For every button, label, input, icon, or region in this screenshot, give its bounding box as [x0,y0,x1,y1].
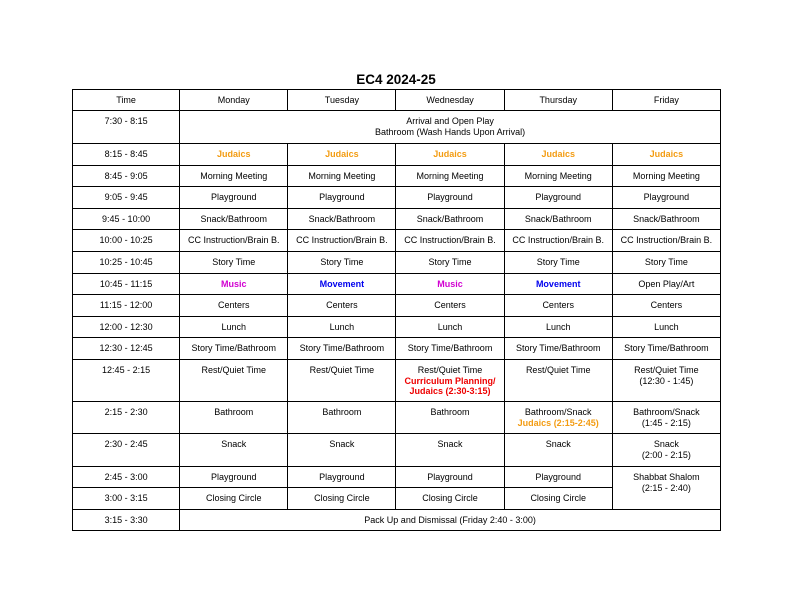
activity-cell: Playground [180,467,288,488]
time-cell: 8:45 - 9:05 [73,166,180,187]
activity-cell: Snack/Bathroom [180,209,288,230]
activity-cell: Centers [180,295,288,317]
activity-cell: CC Instruction/Brain B. [180,230,288,252]
table-row [73,144,721,166]
activity-cell: Bathroom [180,402,288,434]
activity-cell: Story Time [612,252,720,274]
time-cell: 2:45 - 3:00 [73,467,180,488]
merged-cell: Pack Up and Dismissal (Friday 2:40 - 3:00) [180,510,721,531]
activity-cell: Story Time/Bathroom [612,338,720,360]
activity-cell: Morning Meeting [288,166,396,187]
activity-cell: CC Instruction/Brain B. [612,230,720,252]
merged-cell: Arrival and Open Play Bathroom (Wash Hands Upon Arrival) [180,111,721,144]
time-cell: 12:30 - 12:45 [73,338,180,360]
table-row [73,274,721,295]
activity-cell: Story Time [180,252,288,274]
activity-cell: Morning Meeting [396,166,504,187]
activity-cell: Snack/Bathroom [612,209,720,230]
activity-cell: Story Time [396,252,504,274]
activity-cell: Story Time [504,252,612,274]
activity-cell: Snack/Bathroom [504,209,612,230]
activity-cell: Bathroom/Snack Judaics (2:15-2:45) [504,402,612,434]
page-title: EC4 2024-25 [356,72,436,87]
time-cell: 3:00 - 3:15 [73,488,180,510]
header-monday: Monday [180,90,288,111]
activity-cell: Closing Circle [396,488,504,510]
activity-cell: Centers [612,295,720,317]
activity-cell: Playground [396,467,504,488]
time-cell: 8:15 - 8:45 [73,144,180,166]
activity-cell: CC Instruction/Brain B. [288,230,396,252]
activity-cell: Judaics [180,144,288,166]
activity-cell: Rest/Quiet Time Curriculum Planning/ Judaics (2:30-3:15) [396,360,504,402]
activity-cell: Snack [288,434,396,467]
activity-cell: Rest/Quiet Time [504,360,612,402]
activity-cell: Rest/Quiet Time (12:30 - 1:45) [612,360,720,402]
activity-cell: Playground [288,467,396,488]
time-cell: 10:45 - 11:15 [73,274,180,295]
activity-cell: Playground [180,187,288,209]
activity-cell: Closing Circle [504,488,612,510]
activity-cell: Lunch [180,317,288,338]
activity-cell: Bathroom [396,402,504,434]
activity-cell: Rest/Quiet Time [180,360,288,402]
table-row [73,252,721,274]
activity-cell: Closing Circle [180,488,288,510]
time-cell: 10:25 - 10:45 [73,252,180,274]
activity-cell: Judaics [612,144,720,166]
activity-cell: Story Time [288,252,396,274]
activity-cell: Judaics [288,144,396,166]
table-row [73,317,721,338]
time-cell: 11:15 - 12:00 [73,295,180,317]
activity-cell: Open Play/Art [612,274,720,295]
table-row [73,360,721,402]
time-cell: 10:00 - 10:25 [73,230,180,252]
time-cell: 7:30 - 8:15 [73,111,180,144]
table-row [73,230,721,252]
judaics-note: Judaics (2:15-2:45) [517,417,599,428]
activity-cell: Music [396,274,504,295]
header-wednesday: Wednesday [396,90,504,111]
activity-cell: Movement [288,274,396,295]
activity-cell: Closing Circle [288,488,396,510]
activity-cell: Lunch [612,317,720,338]
time-cell: 12:00 - 12:30 [73,317,180,338]
time-cell: 3:15 - 3:30 [73,510,180,531]
activity-cell: Centers [504,295,612,317]
table-row [73,510,721,531]
activity-cell: Playground [504,467,612,488]
activity-cell: Morning Meeting [504,166,612,187]
activity-cell: Snack [180,434,288,467]
table-row [73,111,721,144]
time-cell: 2:30 - 2:45 [73,434,180,467]
header-row [73,90,721,111]
table-row [73,295,721,317]
header-friday: Friday [612,90,720,111]
activity-cell: Snack/Bathroom [288,209,396,230]
activity-cell: Story Time/Bathroom [180,338,288,360]
activity-cell: Snack (2:00 - 2:15) [612,434,720,467]
activity-cell: Centers [396,295,504,317]
activity-cell: Playground [396,187,504,209]
activity-cell: CC Instruction/Brain B. [504,230,612,252]
time-cell: 9:05 - 9:45 [73,187,180,209]
activity-cell: Playground [612,187,720,209]
schedule-table [72,89,721,531]
header-thursday: Thursday [504,90,612,111]
activity-cell: Music [180,274,288,295]
time-cell: 2:15 - 2:30 [73,402,180,434]
activity-cell: Lunch [396,317,504,338]
activity-cell: Judaics [504,144,612,166]
activity-cell: Shabbat Shalom (2:15 - 2:40) [612,467,720,510]
activity-cell: Playground [288,187,396,209]
table-row [73,434,721,467]
table-row [73,166,721,187]
header-time: Time [73,90,180,111]
activity-cell: Bathroom [288,402,396,434]
activity-cell: Snack [504,434,612,467]
activity-cell: Morning Meeting [180,166,288,187]
table-row [73,209,721,230]
curriculum-planning-note: Curriculum Planning/ [404,375,496,386]
activity-cell: Story Time/Bathroom [396,338,504,360]
time-cell: 12:45 - 2:15 [73,360,180,402]
activity-cell: Playground [504,187,612,209]
activity-cell: CC Instruction/Brain B. [396,230,504,252]
curriculum-planning-time: Judaics (2:30-3:15) [409,386,491,396]
activity-cell: Lunch [288,317,396,338]
header-tuesday: Tuesday [288,90,396,111]
activity-cell: Snack/Bathroom [396,209,504,230]
activity-cell: Lunch [504,317,612,338]
activity-cell: Story Time/Bathroom [288,338,396,360]
table-row [73,338,721,360]
activity-cell: Snack [396,434,504,467]
time-cell: 9:45 - 10:00 [73,209,180,230]
activity-cell: Story Time/Bathroom [504,338,612,360]
activity-cell: Movement [504,274,612,295]
table-row [73,402,721,434]
activity-cell: Judaics [396,144,504,166]
activity-cell: Centers [288,295,396,317]
activity-cell: Morning Meeting [612,166,720,187]
table-row [73,467,721,488]
activity-cell: Bathroom/Snack (1:45 - 2:15) [612,402,720,434]
activity-cell: Rest/Quiet Time [288,360,396,402]
table-row [73,187,721,209]
